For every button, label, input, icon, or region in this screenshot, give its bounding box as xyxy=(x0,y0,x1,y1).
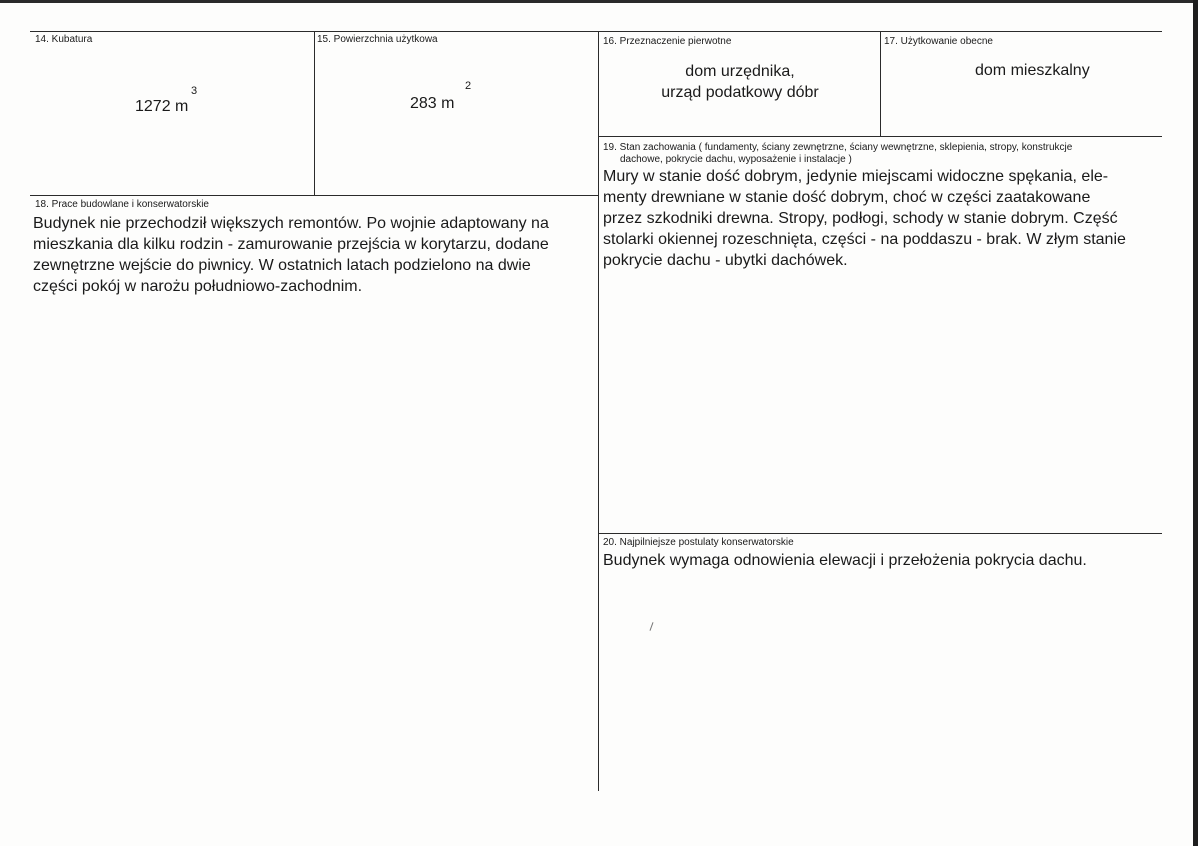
field-17-value: dom mieszkalny xyxy=(975,62,1090,79)
field-18-line: Budynek nie przechodził większych remontów. Po wojnie adaptowany na xyxy=(33,215,549,232)
field-15-value: 283 m xyxy=(410,95,455,112)
field-15-superscript: 2 xyxy=(465,80,472,92)
field-16-label: 16. Przeznaczenie pierwotne xyxy=(603,36,732,47)
field-19-line: Mury w stanie dość dobrym, jedynie miejscami widoczne spękania, ele- xyxy=(603,168,1109,185)
field-18-line: zewnętrzne wejście do piwnicy. W ostatnich latach podzielono na dwie xyxy=(33,257,531,274)
field-20-label: 20. Najpilniejsze postulaty konserwatorskie xyxy=(603,537,794,548)
field-18-value xyxy=(33,213,593,297)
divider-16-19 xyxy=(598,136,1162,137)
scan-right-edge xyxy=(1193,0,1198,846)
divider-19-20 xyxy=(598,533,1162,534)
form-top-border xyxy=(30,31,1162,32)
field-18-line: części pokój w narożu południowo-zachodnim. xyxy=(33,278,363,295)
divider-14-18 xyxy=(30,195,598,196)
field-15-label: 15. Powierzchnia użytkowa xyxy=(317,34,438,45)
field-18-line: mieszkania dla kilku rodzin - zamurowanie przejścia w korytarzu, dodane xyxy=(33,236,549,253)
scan-top-edge xyxy=(0,0,1198,3)
field-14-superscript: 3 xyxy=(191,85,198,97)
field-20-value: Budynek wymaga odnowienia elewacji i przełożenia pokrycia dachu. xyxy=(603,552,1087,569)
field-16-value xyxy=(640,61,840,103)
field-18-label: 18. Prace budowlane i konserwatorskie xyxy=(35,199,209,210)
field-19-value xyxy=(603,166,1159,271)
divider-16-17 xyxy=(880,31,881,137)
field-16-line: dom urzędnika, xyxy=(685,63,795,80)
field-14-value: 1272 m xyxy=(135,98,189,115)
field-14-label: 14. Kubatura xyxy=(35,34,93,45)
field-19-label: 19. Stan zachowania ( fundamenty, ściany zewnętrzne, ściany wewnętrzne, sklepienia, stropy, konstrukcje xyxy=(603,142,1073,153)
field-19-line: stolarki okiennej rozeschnięta, części - na poddaszu - brak. W złym stanie xyxy=(603,231,1126,248)
field-19-line: przez szkodniki drewna. Stropy, podłogi, schody w stanie dobrym. Część xyxy=(603,210,1118,227)
field-19-label-continued: dachowe, pokrycie dachu, wyposażenie i instalacje ) xyxy=(620,154,852,165)
field-17-label: 17. Użytkowanie obecne xyxy=(884,36,993,47)
field-19-line: pokrycie dachu - ubytki dachówek. xyxy=(603,252,848,269)
divider-center xyxy=(598,31,599,791)
scan-speck xyxy=(649,622,653,631)
field-16-line: urząd podatkowy dóbr xyxy=(661,84,819,101)
divider-14-15 xyxy=(314,31,315,195)
field-19-line: menty drewniane w stanie dość dobrym, choć w części zaatakowane xyxy=(603,189,1091,206)
